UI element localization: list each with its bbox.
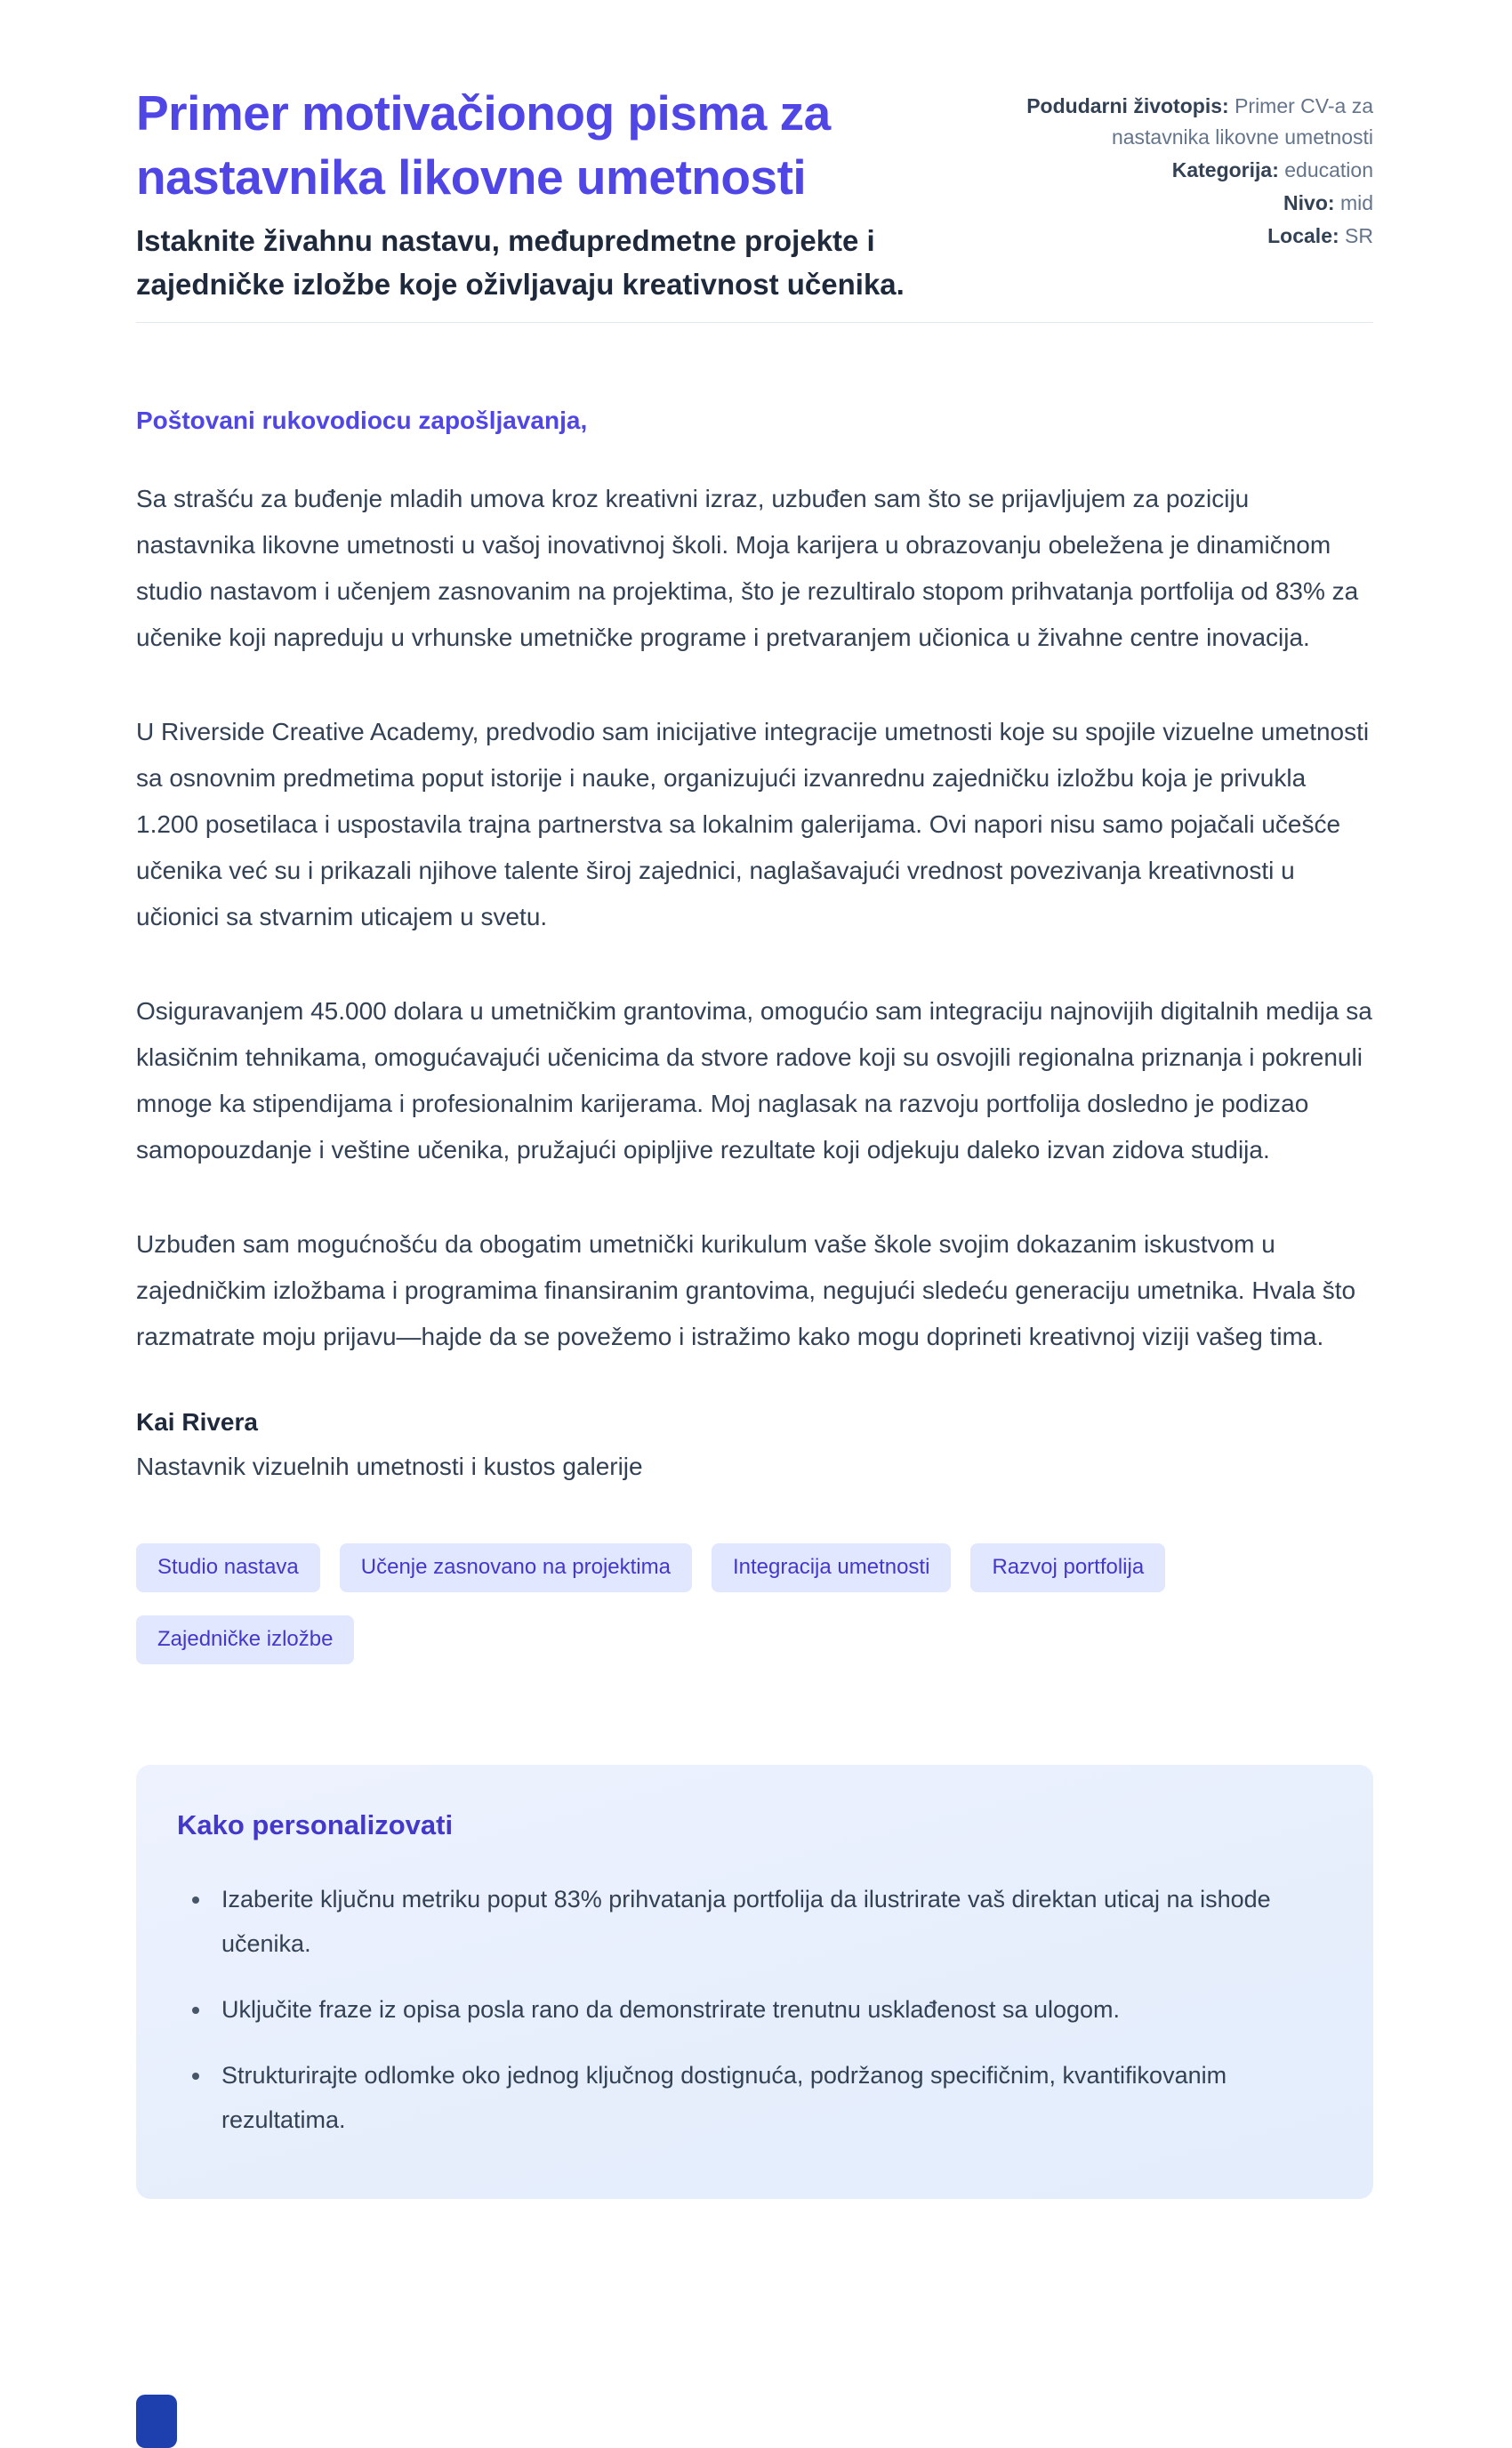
tips-list: [177, 1877, 1323, 2142]
meta-value: Primer CV-a za nastavnika likovne umetnosti: [1111, 94, 1373, 149]
meta-line: [1017, 91, 1373, 153]
meta-label: Nivo:: [1283, 190, 1335, 214]
meta-line: [1017, 221, 1373, 252]
tip-item: • Izaberite ključnu metriku poput 83% prihvatanja portfolija da ilustrirate vaš direktan uticaj na ishode učenika.: [213, 1877, 1315, 1966]
meta-block: [1017, 82, 1373, 306]
tag-pill: Studio nastava: [136, 1543, 320, 1592]
tip-item: • Uključite fraze iz opisa posla rano da demonstrirate trenutnu usklađenost sa ulogom.: [213, 1987, 1315, 2032]
meta-line: [1017, 188, 1373, 219]
signature-role: Nastavnik vizuelnih umetnosti i kustos galerije: [136, 1453, 643, 1480]
tips-title: Kako personalizovati: [177, 1808, 454, 1840]
meta-value: mid: [1339, 190, 1373, 214]
tag-pill: Razvoj portfolija: [970, 1543, 1165, 1592]
letter-paragraph: Osiguravanjem 45.000 dolara u umetničkim grantovima, omogućio sam integraciju najnovijih digitalnih medija sa klasičnim tehnikama, omogućavajući učenicima da stvore radove koji su osvojili regionalna priznanja i pokrenuli mnoge ka stipendijama i profesionalnim karijerama. Moj naglasak na razvoju portfolija dosledno je podizao samopouzdanje i veštine učenika, pružajući opipljive rezultate koji odjekuju daleko izvan zidova studija.: [136, 997, 1372, 1164]
tag-pill: Zajedničke izložbe: [136, 1615, 354, 1664]
signature-name: Kai Rivera: [136, 1408, 258, 1436]
page-title: Primer motivačionog pisma za nastavnika likovne umetnosti: [136, 85, 831, 205]
letter-paragraph: Uzbuđen sam mogućnošću da obogatim umetnički kurikulum vaše škole svojim dokazanim iskustvom u zajedničkim izložbama i programima finansiranim grantovima, negujući sledeću generaciju umetnika. Hvala što razmatrate moju prijavu—hajde da se povežemo i istražimo kako mogu doprineti kreativnoj viziji vašeg tima.: [136, 1230, 1356, 1350]
page-subtitle: Istaknite živahnu nastavu, međupredmetne projekte i zajedničke izložbe koje oživljavaju kreativnost učenika.: [136, 224, 905, 301]
letter-paragraph: U Riverside Creative Academy, predvodio sam inicijative integracije umetnosti koje su spojile vizuelne umetnosti sa osnovnim predmetima poput istorije i nauke, organizujući izvanrednu zajedničku izložbu koja je privukla 1.200 posetilaca i uspostavila trajna partnerstva sa lokalnim galerijama. Ovi napori nisu samo pojačali učešće učenika već su i prikazali njihove talente široj zajednici, naglašavajući vrednost povezivanja kreativnosti u učionici sa stvarnim uticajem u svetu.: [136, 718, 1370, 930]
tag-list: [136, 1543, 1373, 1664]
letter-paragraph: Sa strašću za buđenje mladih umova kroz kreativni izraz, uzbuđen sam što se prijavljujem za poziciju nastavnika likovne umetnosti u vašoj inovativnoj školi. Moja karijera u obrazovanju obeležena je dinamičnom studio nastavom i učenjem zasnovanim na projektima, što je rezultiralo stopom prihvatanja portfolija od 83% za učenike koji napreduju u vrhunske umetničke programe i pretvaranjem učionica u živahne centre inovacija.: [136, 485, 1359, 651]
meta-value: SR: [1345, 223, 1373, 247]
meta-value: education: [1284, 157, 1373, 181]
header-divider: [136, 322, 1373, 323]
meta-label: Locale:: [1267, 223, 1339, 247]
letter-paragraphs: [136, 476, 1373, 1360]
letter-body: [136, 407, 1373, 1481]
tip-item: • Strukturirajte odlomke oko jednog ključnog dostignuća, podržanog specifičnim, kvantifikovanim rezultatima.: [213, 2053, 1315, 2142]
tag-pill: Integracija umetnosti: [712, 1543, 951, 1592]
personalization-tips-card: [136, 1765, 1373, 2199]
meta-line: [1017, 155, 1373, 186]
header-title-block: [136, 82, 982, 306]
partial-button-cutoff[interactable]: [136, 2395, 177, 2448]
tag-pill: Učenje zasnovano na projektima: [340, 1543, 692, 1592]
meta-label: Kategorija:: [1171, 157, 1279, 181]
page-header: [136, 82, 1373, 306]
letter-greeting: Poštovani rukovodiocu zapošljavanja,: [136, 407, 588, 434]
meta-label: Podudarni životopis:: [1026, 94, 1229, 117]
